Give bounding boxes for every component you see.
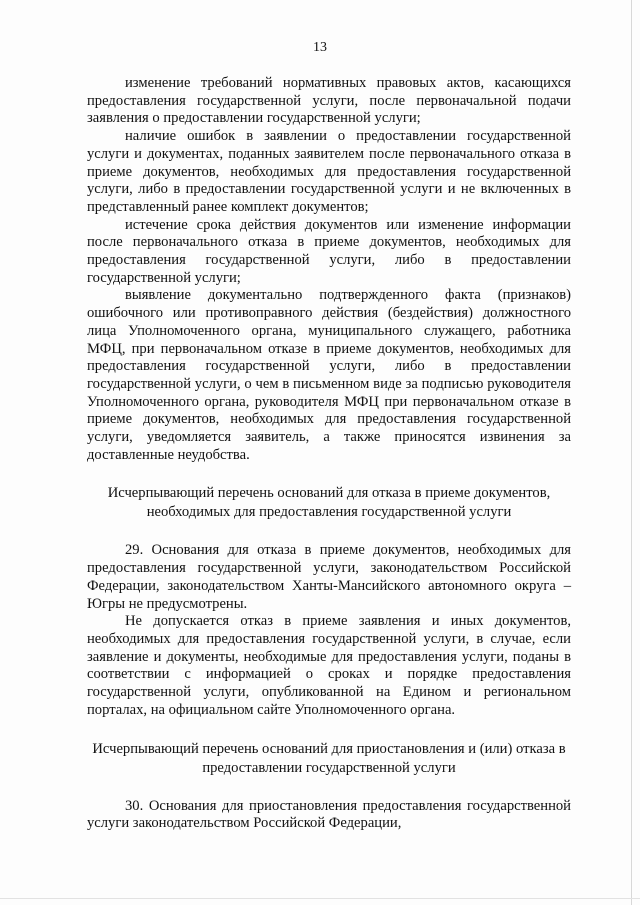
- document-body: [87, 75, 571, 833]
- section-heading-refusal-grounds: Исчерпывающий перечень оснований для отказа в приеме документов, необходимых для предоставления государственной услуги: [107, 485, 551, 521]
- paragraph-official-error: выявление документально подтвержденного факта (признаков) ошибочного или противоправного действия (бездействия) должностного лица Уполномоченного органа, муниципального служащего, работника МФЦ, при первоначальном отказе в приеме документов, необходимых для предоставления государственной услуги, либо в предоставлении государственной услуги, о чем в письменном виде за подписью руководителя Уполномоченного органа, руководителя МФЦ при первоначальном отказе в приеме документов, необходимых для предоставления государственной услуги, уведомляется заявитель, а также приносятся извинения за доставленные неудобства.: [87, 287, 571, 463]
- scan-edge-right: [631, 0, 632, 905]
- paragraph-item-30: 30. Основания для приостановления предоставления государственной услуги законодательством Российской Федерации,: [87, 797, 571, 832]
- section-heading-suspension-grounds: Исчерпывающий перечень оснований для приостановления и (или) отказа в предоставлении государственной услуги: [92, 740, 566, 776]
- paragraph-requirements-change: изменение требований нормативных правовых актов, касающихся предоставления государственной услуги, после первоначальной подачи заявления о предоставлении государственной услуги;: [87, 75, 571, 127]
- paragraph-refusal-not-allowed: Не допускается отказ в приеме заявления и иных документов, необходимых для предоставления государственной услуги, в случае, если заявление и документы, необходимые для предоставления услуги, поданы в соответствии с информацией о сроках и порядке предоставления государственной услуги, опубликованной на Едином и региональном порталах, на официальном сайте Уполномоченного органа.: [87, 613, 571, 718]
- scan-edge-bottom: [0, 898, 640, 899]
- paragraph-item-29: 29. Основания для отказа в приеме документов, необходимых для предоставления государственной услуги, законодательством Российской Федерации, законодательством Ханты-Мансийского автономного округа – Югры не предусмотрены.: [87, 542, 571, 612]
- paragraph-expired-documents: истечение срока действия документов или изменение информации после первоначального отказа в приеме документов, необходимых для предоставления государственной услуги, либо в предоставлении государственной услуги;: [87, 216, 571, 286]
- page-number: 13: [313, 40, 327, 55]
- paragraph-errors-in-application: наличие ошибок в заявлении о предоставлении государственной услуги и документах, поданных заявителем после первоначального отказа в приеме документов, необходимых для предоставления государственной услуги, либо в предоставлении государственной услуги и не включенных в представленный ранее комплект документов;: [87, 128, 571, 215]
